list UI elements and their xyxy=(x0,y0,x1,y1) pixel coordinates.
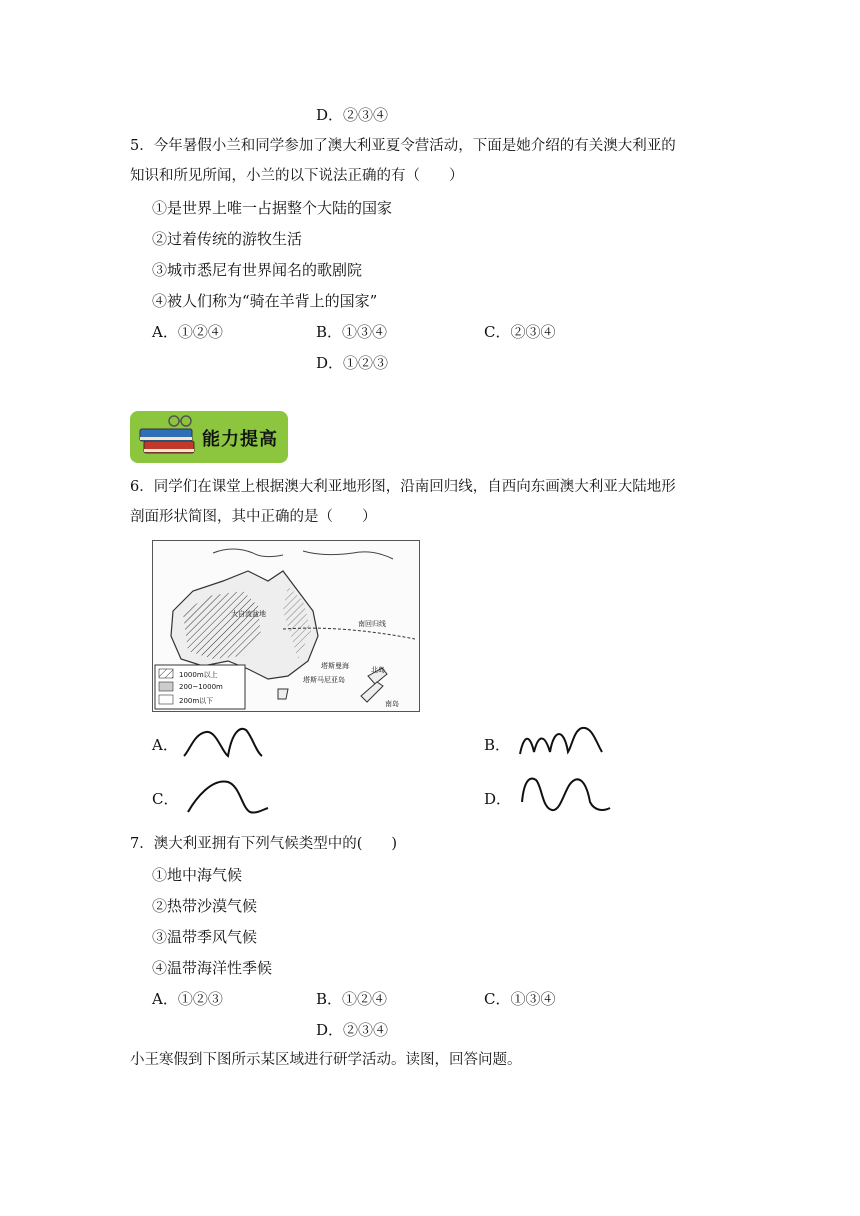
q7-stem: 7．澳大利亚拥有下列气候类型中的( ) xyxy=(130,836,398,852)
map-label-sea: 塔斯曼海 xyxy=(321,662,349,670)
q7-option-a: A．①②③ xyxy=(152,990,223,1008)
legend-label-2: 200~1000m xyxy=(179,683,223,691)
q7-item-2: ②热带沙漠气候 xyxy=(152,897,258,915)
q7-option-b: B．①②④ xyxy=(316,990,388,1008)
profile-curve-c xyxy=(182,772,274,816)
australia-terrain-map xyxy=(152,540,420,712)
q4-option-d: D．②③④ xyxy=(316,106,389,124)
q5-stem-line2: 知识和所见所闻，小兰的以下说法正确的有（ ） xyxy=(130,168,464,184)
profile-curve-a xyxy=(180,722,270,762)
next-question-intro: 小王寒假到下图所示某区域进行研学活动。读图，回答问题。 xyxy=(130,1052,522,1068)
profile-curve-d xyxy=(516,772,614,816)
q5-item-3: ③城市悉尼有世界闻名的歌剧院 xyxy=(152,261,363,279)
books-icon xyxy=(130,411,202,463)
map-label-north-island: 北岛 xyxy=(371,666,385,674)
q6-option-c: C． xyxy=(152,790,179,808)
map-label-tropic: 南回归线 xyxy=(358,620,386,628)
q7-option-d: D．②③④ xyxy=(316,1021,389,1039)
q5-item-1: ①是世界上唯一占据整个大陆的国家 xyxy=(152,199,393,217)
q6-option-d: D． xyxy=(484,790,512,808)
map-label-basin: 大自流盆地 xyxy=(231,610,266,618)
q7-item-4: ④温带海洋性季候 xyxy=(152,959,273,977)
q7-item-1: ①地中海气候 xyxy=(152,866,243,884)
q6-option-a: A． xyxy=(152,736,178,754)
section-badge xyxy=(130,411,288,463)
q7-option-c: C．①③④ xyxy=(484,990,556,1008)
legend-label-1: 1000m以上 xyxy=(179,671,218,679)
section-title: 能力提高 xyxy=(202,429,278,450)
q5-option-d: D．①②③ xyxy=(316,354,389,372)
map-label-tasmania: 塔斯马尼亚岛 xyxy=(303,676,345,684)
profile-curve-b xyxy=(516,722,608,762)
legend-label-3: 200m以下 xyxy=(179,697,214,705)
q5-option-c: C．②③④ xyxy=(484,323,556,341)
q5-item-4: ④被人们称为“骑在羊背上的国家” xyxy=(152,292,378,310)
map-label-south-island: 南岛 xyxy=(385,700,399,708)
q5-stem-line1: 5．今年暑假小兰和同学参加了澳大利亚夏令营活动，下面是她介绍的有关澳大利亚的 xyxy=(130,138,676,154)
q6-option-b: B． xyxy=(484,736,511,754)
q5-option-a: A．①②④ xyxy=(152,323,223,341)
q7-item-3: ③温带季风气候 xyxy=(152,928,258,946)
q6-stem-line2: 剖面形状简图，其中正确的是（ ） xyxy=(130,509,377,525)
q5-item-2: ②过着传统的游牧生活 xyxy=(152,230,303,248)
q6-stem-line1: 6．同学们在课堂上根据澳大利亚地形图，沿南回归线，自西向东画澳大利亚大陆地形 xyxy=(130,479,676,495)
q5-option-b: B．①③④ xyxy=(316,323,388,341)
